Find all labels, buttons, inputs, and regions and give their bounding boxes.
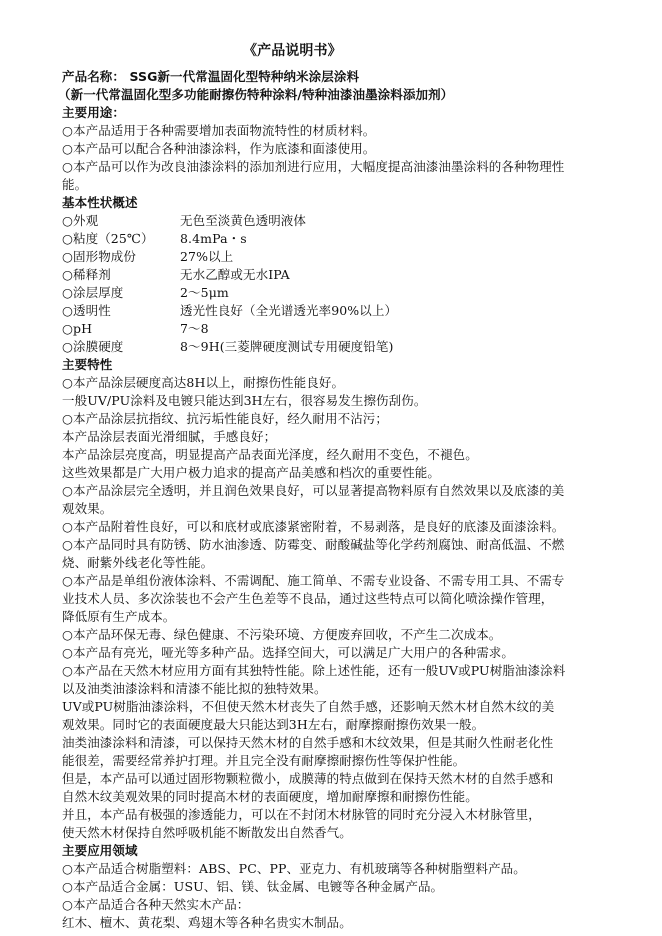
property-key: ○涂层厚度 xyxy=(62,285,124,300)
product-name: 产品名称： SSG新一代常温固化型特种纳米涂层涂料 xyxy=(62,69,360,84)
feature-line: ○本产品有亮光，哑光等多种产品。选择空间大，可以满足广大用户的各种需求。 xyxy=(62,645,515,660)
application-line: ○本产品适合金属：USU、铝、镁、钛金属、电镀等各种金属产品。 xyxy=(62,879,444,894)
feature-line: UV或PU树脂油漆涂料，不但使天然木材丧失了自然手感，还影响天然木材自然木纹的美 xyxy=(62,699,555,714)
property-key: ○pH xyxy=(62,321,93,336)
feature-line: 本产品涂层亮度高，明显提高产品表面光泽度，经久耐用不变色，不褪色。 xyxy=(62,447,478,462)
property-row xyxy=(62,302,397,320)
feature-line: 油类油漆涂料和清漆，可以保持天然木材的自然手感和木纹效果，但是其耐久性耐老化性 xyxy=(62,735,554,750)
feature-line: ○本产品是单组份液体涂料、不需调配、施工简单、不需专业设备、不需专用工具、不需专 xyxy=(62,573,565,588)
feature-line: 降低原有生产成本。 xyxy=(62,609,176,624)
feature-line: 并且，本产品有极强的渗透能力，可以在不封闭木材脉管的同时充分浸入木材脉管里， xyxy=(62,807,541,822)
property-value: 2～5μm xyxy=(180,285,229,300)
property-value: 无色至淡黄色透明液体 xyxy=(180,213,307,228)
feature-line: 自然木纹美观效果的同时提高木材的表面硬度，增加耐摩擦和耐擦伤性能。 xyxy=(62,789,478,804)
feature-line: 以及油类油漆涂料和清漆不能比拟的独特效果。 xyxy=(62,681,327,696)
property-value: 透光性良好（全光谱透光率90%以上） xyxy=(180,303,398,318)
purpose-line: ○本产品可以作为改良油漆涂料的添加剂进行应用，大幅度提高油漆油墨涂料的各种物理性 xyxy=(62,159,565,174)
feature-line: ○本产品涂层硬度高达8H以上，耐擦伤性能良好。 xyxy=(62,375,345,390)
feature-line: ○本产品环保无毒、绿色健康、不污染环境、方便废弃回收，不产生二次成本。 xyxy=(62,627,502,642)
feature-line: 能很差，需要经常养护打理。并且完全没有耐摩擦耐擦伤性等保护性能。 xyxy=(62,753,466,768)
application-line: ○本产品适合各种天然实木产品： xyxy=(62,897,250,912)
feature-line: 但是，本产品可以通过固形物颗粒微小，成膜薄的特点做到在保持天然木材的自然手感和 xyxy=(62,771,554,786)
property-value: 7～8 xyxy=(180,321,209,336)
feature-line: 业技术人员、多次涂装也不会产生色差等不良品，通过这些特点可以简化喷涂操作管理， xyxy=(62,591,554,606)
application-line: ○本产品适合树脂塑料：ABS、PC、PP、亚克力、有机玻璃等各种树脂塑料产品。 xyxy=(62,861,526,876)
feature-line: 这些效果都是广大用户极力追求的提高产品美感和档次的重要性能。 xyxy=(62,465,441,480)
feature-line: ○本产品附着性良好，可以和底材或底漆紧密附着，不易剥落，是良好的底漆及面漆涂料。 xyxy=(62,519,565,534)
purpose-line: ○本产品可以配合各种油漆涂料，作为底漆和面漆使用。 xyxy=(62,141,376,156)
property-value: 8.4mPa・s xyxy=(180,231,247,246)
property-key: ○固形物成份 xyxy=(62,249,137,264)
feature-line: 本产品涂层表面光滑细腻，手感良好； xyxy=(62,429,277,444)
property-value: 8～9H(三菱牌硬度测试专用硬度铅笔) xyxy=(180,339,394,354)
feature-line: ○本产品涂层完全透明，并且润色效果良好，可以显著提高物料原有自然效果以及底漆的美 xyxy=(62,483,565,498)
product-subtitle: （新一代常温固化型多功能耐擦伤特种涂料/特种油漆油墨涂料添加剂） xyxy=(58,87,454,102)
property-key: ○涂膜硬度 xyxy=(62,339,124,354)
property-key: ○外观 xyxy=(62,213,99,228)
property-row xyxy=(62,230,247,248)
feature-line: 一般UV/PU涂料及电镀只能达到3H左右，很容易发生擦伤刮伤。 xyxy=(62,393,427,408)
feature-line: 烧、耐紫外线老化等性能。 xyxy=(62,555,214,570)
property-value: 无水乙醇或无水IPA xyxy=(180,267,290,282)
property-value: 27%以上 xyxy=(180,249,234,264)
property-row xyxy=(62,266,290,284)
feature-line: 观效果。同时它的表面硬度最大只能达到3H左右，耐摩擦耐擦伤效果一般。 xyxy=(62,717,485,732)
feature-line: ○本产品涂层抗指纹、抗污垢性能良好，经久耐用不沾污； xyxy=(62,411,389,426)
features-heading: 主要特性 xyxy=(62,357,113,372)
document-title: 《产品说明书》 xyxy=(243,43,342,59)
property-row xyxy=(62,338,393,356)
feature-line: 使天然木材保持自然呼吸机能不断散发出自然香气。 xyxy=(62,825,352,840)
property-row xyxy=(62,212,306,230)
feature-line: ○本产品同时具有防锈、防水油渗透、防霉变、耐酸碱盐等化学药剂腐蚀、耐高低温、不燃 xyxy=(62,537,565,552)
property-row xyxy=(62,248,233,266)
property-key: ○透明性 xyxy=(62,303,111,318)
purpose-line: 能。 xyxy=(62,177,88,192)
applications-heading: 主要应用领域 xyxy=(62,843,138,858)
properties-heading: 基本性状概述 xyxy=(62,195,138,210)
property-row xyxy=(62,320,209,338)
feature-line: 观效果。 xyxy=(62,501,113,516)
application-line: 红木、檀木、黄花梨、鸡翅木等各种名贵实木制品。 xyxy=(62,915,352,930)
property-row xyxy=(62,284,229,302)
purpose-line: ○本产品适用于各种需要增加表面物流特性的材质材料。 xyxy=(62,123,376,138)
property-key: ○稀释剂 xyxy=(62,267,111,282)
purpose-heading: 主要用途： xyxy=(62,105,126,120)
property-key: ○粘度（25℃） xyxy=(62,231,154,246)
feature-line: ○本产品在天然木材应用方面有其独特性能。除上述性能，还有一般UV或PU树脂油漆涂料 xyxy=(62,663,566,678)
